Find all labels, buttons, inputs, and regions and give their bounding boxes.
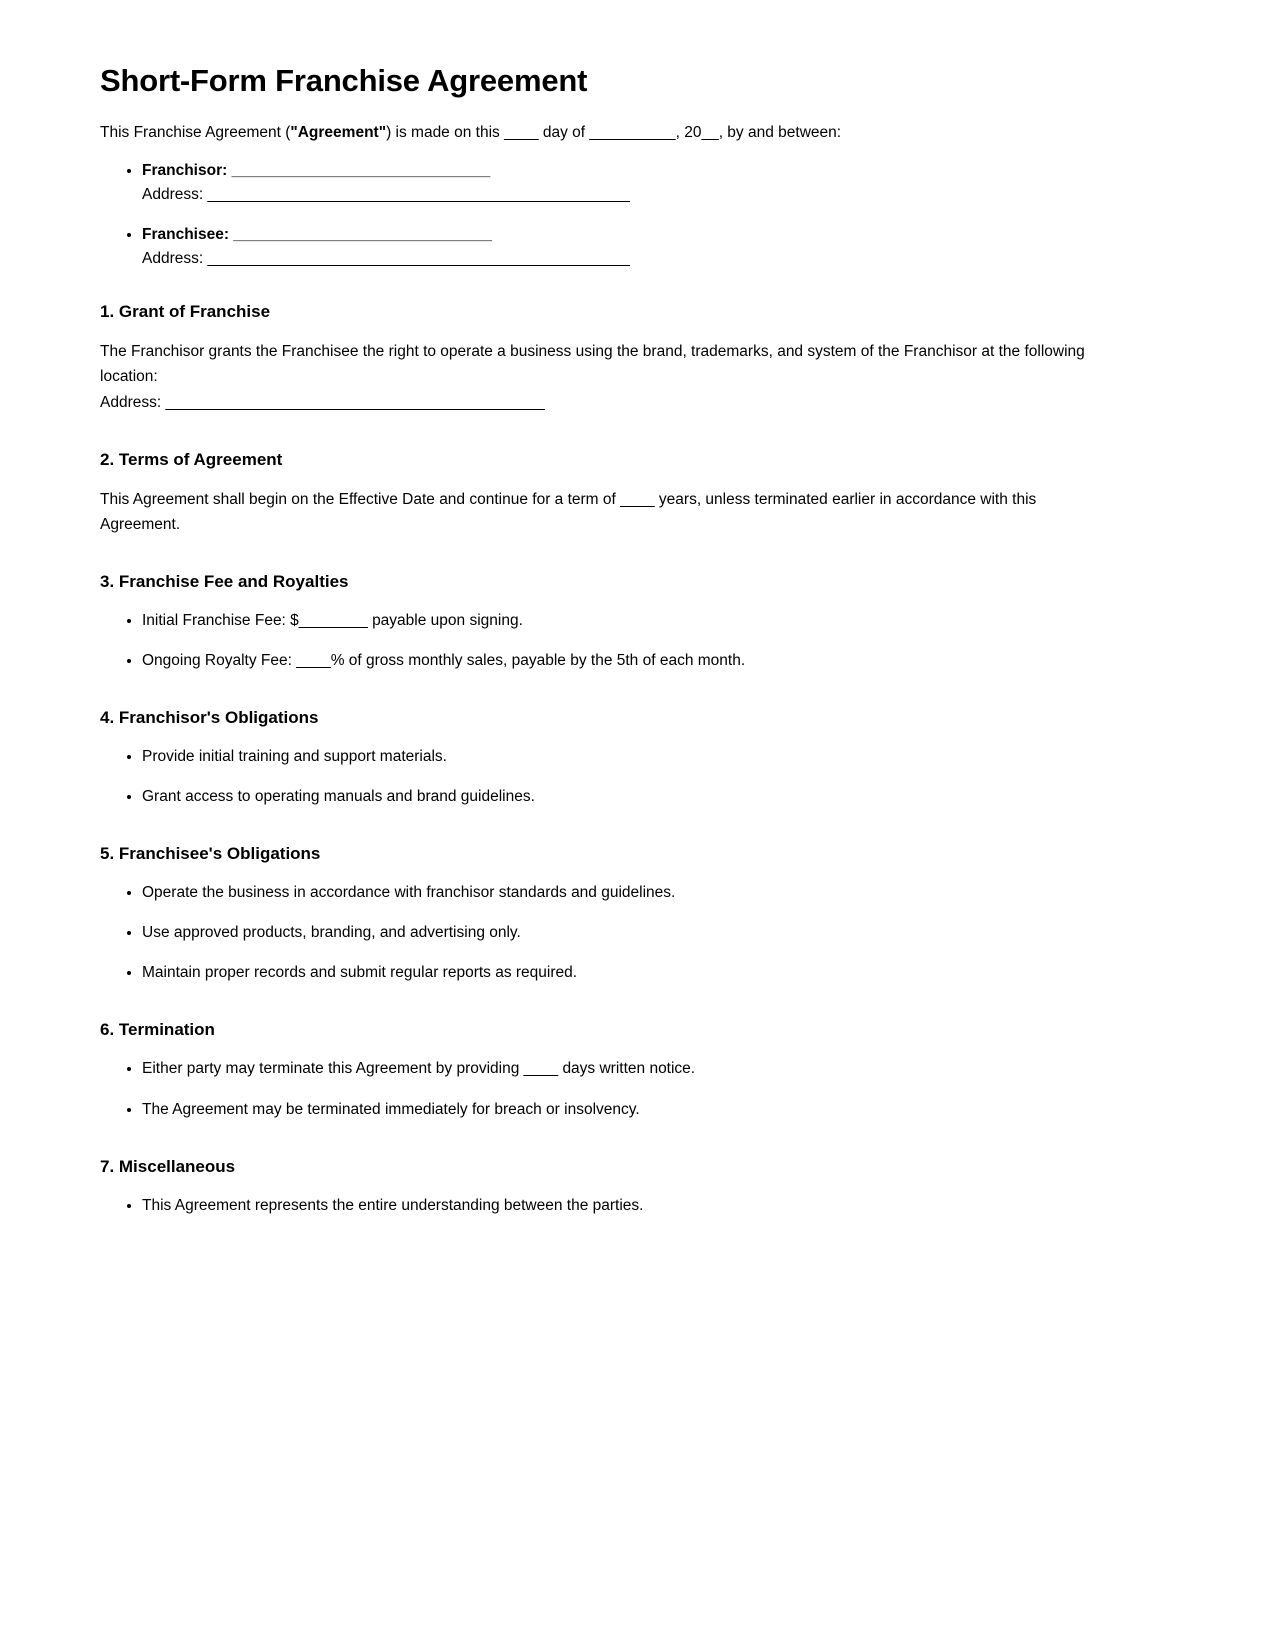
section-heading: 6. Termination [100,1020,215,1040]
parties-list [100,159,1163,271]
section-heading: 2. Terms of Agreement [100,449,283,469]
section-terms-of-agreement [100,449,1163,537]
franchisor-address: Address: _________________________________________________ [142,186,630,204]
section-franchisor-obligations [100,707,1163,809]
list-item: • Provide initial training and support materials. [142,745,1163,769]
section-bullet-list [100,1194,1163,1218]
section-heading: 5. Franchisee's Obligations [100,844,321,864]
franchisee-label: Franchisee: [142,226,230,244]
section-paragraph-text: The Franchisor grants the Franchisee the right to operate a business using the brand, trademarks, and system of the Franchisor at the following location: [100,343,1085,386]
section-paragraph [100,339,1085,414]
list-item: • Operate the business in accordance with franchisor standards and guidelines. [142,881,1163,905]
agreement-defined-term: "Agreement" [290,124,387,142]
section-bullet-list [100,609,1163,673]
section-heading: 7. Miscellaneous [100,1156,236,1176]
list-item: • Use approved products, branding, and advertising only. [142,921,1163,945]
list-item [142,159,1163,207]
intro-paragraph [100,121,1085,145]
list-item: • Ongoing Royalty Fee: ____% of gross monthly sales, payable by the 5th of each month. [142,649,1163,673]
list-item: • Initial Franchise Fee: $________ payable upon signing. [142,609,1163,633]
franchisee-blank: ______________________________ [229,226,492,244]
list-item: • This Agreement represents the entire understanding between the parties. [142,1194,1163,1218]
section-franchisee-obligations [100,843,1163,985]
list-item: • Either party may terminate this Agreement by providing ____ days written notice. [142,1057,1163,1081]
section-franchise-fee-and-royalties [100,571,1163,673]
section-termination [100,1019,1163,1121]
page-title: Short-Form Franchise Agreement [100,63,588,98]
franchisor-blank: ______________________________ [227,162,491,180]
section-bullet-list [100,881,1163,985]
list-item: • Maintain proper records and submit regular reports as required. [142,961,1163,985]
franchisee-address: Address: _________________________________________________ [142,250,630,268]
section-heading: 1. Grant of Franchise [100,302,271,322]
franchisor-label: Franchisor: [142,162,228,180]
intro-text-after: ) is made on this ____ day of __________, 20__, by and between: [386,124,842,142]
intro-text-before: This Franchise Agreement ( [100,124,291,142]
section-miscellaneous [100,1156,1163,1218]
list-item: • The Agreement may be terminated immediately for breach or insolvency. [142,1098,1163,1122]
section-heading: 3. Franchise Fee and Royalties [100,572,349,591]
section-paragraph: This Agreement shall begin on the Effective Date and continue for a term of ____ years, unless terminated earlier in accordance with this Agreement. [100,490,1037,533]
list-item: • Grant access to operating manuals and brand guidelines. [142,785,1163,809]
section-bullet-list [100,1057,1163,1121]
location-address-line: Address: ____________________________________________ [100,393,545,411]
section-grant-of-franchise [100,301,1163,414]
list-item [142,223,1163,271]
section-bullet-list [100,745,1163,809]
section-heading: 4. Franchisor's Obligations [100,708,319,728]
